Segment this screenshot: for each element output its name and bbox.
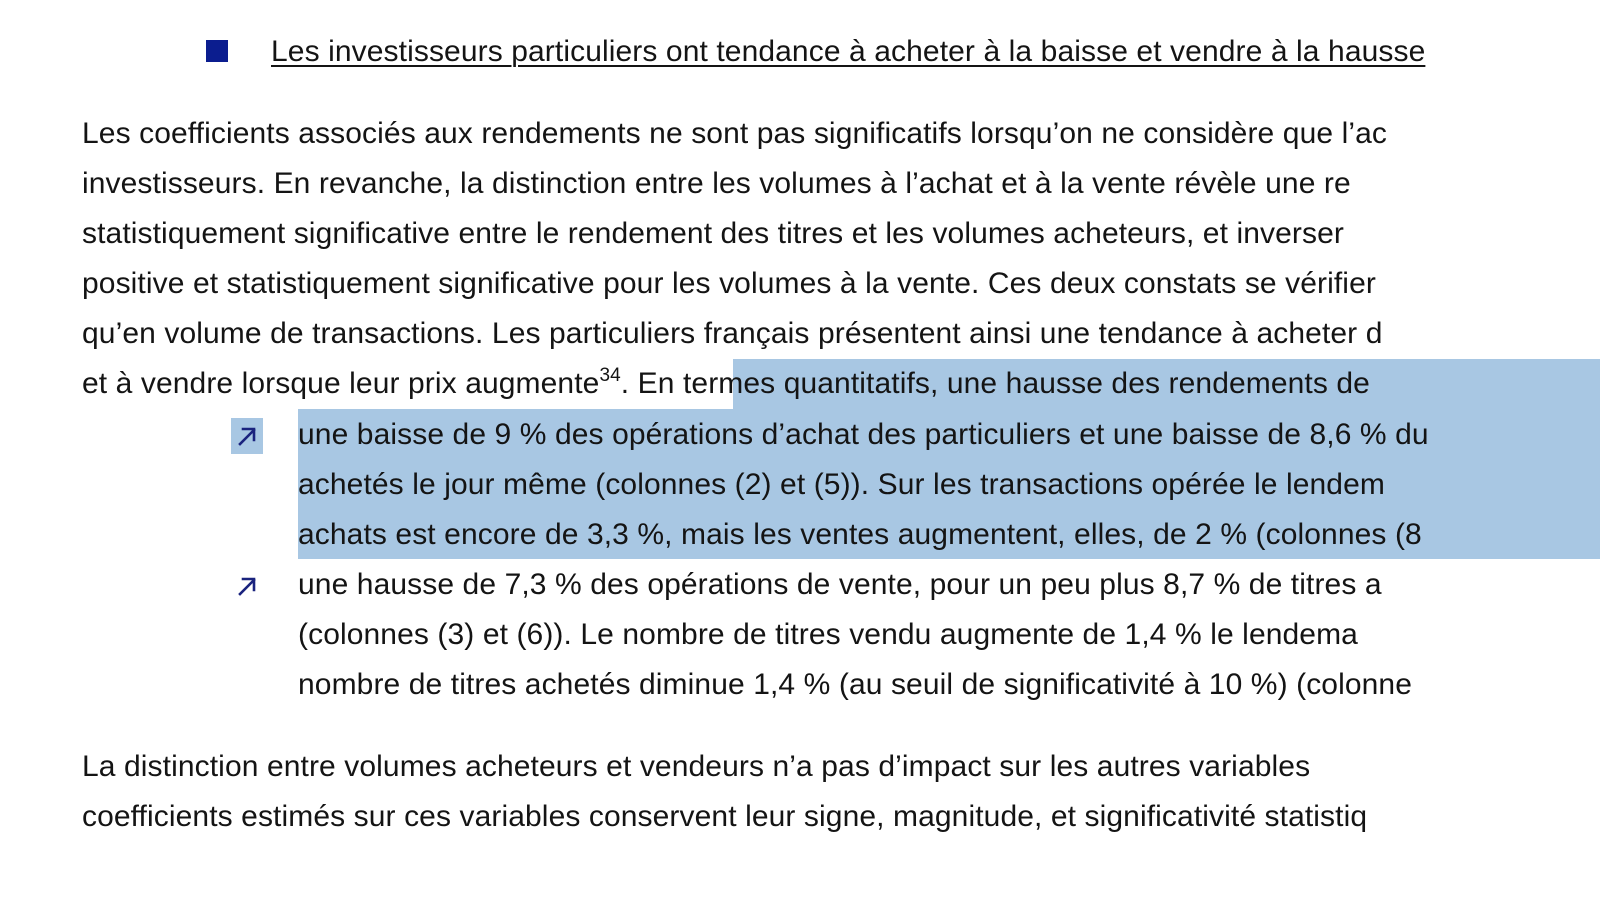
paragraph1-line-6-period: . bbox=[620, 367, 630, 400]
paragraph1-line-2: investisseurs. En revanche, la distinction entre les volumes à l’achat et à la vente révèle une re bbox=[82, 167, 1351, 200]
paragraph2-line-2: coefficients estimés sur ces variables conservent leur signe, magnitude, et significativité statistiq bbox=[82, 800, 1368, 833]
paragraph1-line-1: Les coefficients associés aux rendements ne sont pas significatifs lorsqu’on ne considère que l’ac bbox=[82, 117, 1387, 150]
north-east-arrow-icon bbox=[231, 418, 263, 454]
bullet2-line-2: (colonnes (3) et (6)). Le nombre de titres vendu augmente de 1,4 % le lendema bbox=[298, 618, 1358, 651]
bullet1-line-2: achetés le jour même (colonnes (2) et (5)). Sur les transactions opérée le lendem bbox=[298, 468, 1385, 501]
paragraph2-line-1: La distinction entre volumes acheteurs et vendeurs n’a pas d’impact sur les autres variables bbox=[82, 750, 1311, 783]
bullet1-line-1: une baisse de 9 % des opérations d’achat des particuliers et une baisse de 8,6 % du bbox=[298, 418, 1429, 451]
bullet2-line-3: nombre de titres achetés diminue 1,4 % (au seuil de significativité à 10 %) (colonne bbox=[298, 668, 1412, 701]
footnote-reference[interactable]: 34 bbox=[599, 365, 621, 386]
section-heading: Les investisseurs particuliers ont tendance à acheter à la baisse et vendre à la hausse bbox=[271, 35, 1426, 68]
paragraph1-line-5: qu’en volume de transactions. Les particuliers français présentent ainsi une tendance à acheter d bbox=[82, 317, 1383, 350]
paragraph1-line-3: statistiquement significative entre le rendement des titres et les volumes acheteurs, et inverser bbox=[82, 217, 1344, 250]
paragraph1-line-6-selected: En termes quantitatifs, une hausse des rendements de bbox=[629, 367, 1370, 400]
heading-bullet-square bbox=[206, 40, 228, 62]
bullet1-line-3: achats est encore de 3,3 %, mais les ventes augmentent, elles, de 2 % (colonnes (8 bbox=[298, 518, 1422, 551]
paragraph1-line-6-plain: et à vendre lorsque leur prix augmente bbox=[82, 367, 600, 400]
paragraph1-line-4: positive et statistiquement significative pour les volumes à la vente. Ces deux constats se vérifier bbox=[82, 267, 1376, 300]
north-east-arrow-icon bbox=[231, 568, 263, 604]
bullet2-line-1: une hausse de 7,3 % des opérations de vente, pour un peu plus 8,7 % de titres a bbox=[298, 568, 1382, 601]
paragraph1-line-6 bbox=[82, 364, 1370, 404]
